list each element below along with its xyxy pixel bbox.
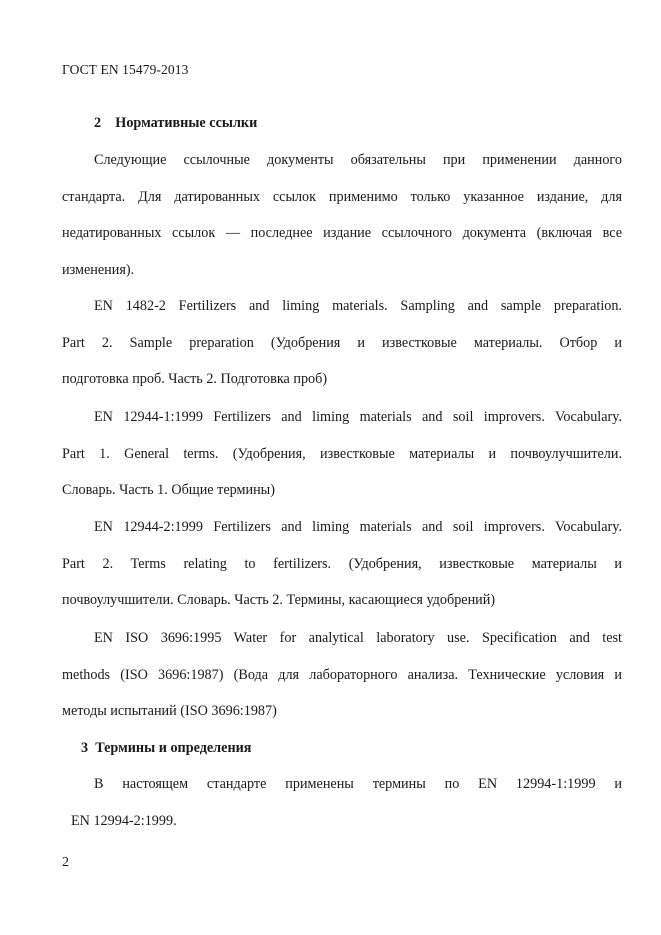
- section-3-line: EN 12994-2:1999.: [71, 812, 177, 829]
- section-2-number: 2: [94, 115, 102, 131]
- reference-line: EN ISO 3696:1995 Water for analytical laboratory use. Specification and test: [94, 630, 622, 646]
- reference-line: Part 2. Terms relating to fertilizers. (Удобрения, известковые материалы и: [62, 555, 622, 572]
- reference-line: EN 12944-2:1999 Fertilizers and liming materials and soil improvers. Vocabulary.: [94, 519, 622, 535]
- reference-line: EN 1482-2 Fertilizers and liming materials. Sampling and sample preparation.: [94, 298, 622, 314]
- reference-line: почвоулучшители. Словарь. Часть 2. Термины, касающиеся удобрений): [62, 592, 496, 609]
- page-number: 2: [62, 855, 69, 870]
- reference-line: Словарь. Часть 1. Общие термины): [62, 482, 275, 499]
- reference-line: Part 2. Sample preparation (Удобрения и известковые материалы. Отбор и: [62, 334, 622, 351]
- reference-line: методы испытаний (ISO 3696:1987): [62, 703, 277, 720]
- document-code: ГОСТ EN 15479-2013: [62, 62, 189, 77]
- reference-line: EN 12944-1:1999 Fertilizers and liming materials and soil improvers. Vocabulary.: [94, 409, 622, 425]
- section-3-title: Термины и определения: [95, 740, 252, 756]
- reference-en-iso-3696: [62, 629, 622, 739]
- intro-line: Следующие ссылочные документы обязательны при применении данного: [94, 152, 622, 168]
- section-2-title: Нормативные ссылки: [115, 115, 258, 131]
- reference-line: methods (ISO 3696:1987) (Вода для лабораторного анализа. Технические условия и: [62, 666, 622, 683]
- intro-line: стандарта. Для датированных ссылок применимо только указанное издание, для: [62, 188, 622, 205]
- reference-line: Part 1. General terms. (Удобрения, известковые материалы и почвоулучшители.: [62, 445, 622, 462]
- section-2-intro: [62, 151, 622, 298]
- section-2-heading: [94, 115, 257, 132]
- intro-line: изменения).: [62, 262, 135, 279]
- intro-line: недатированных ссылок — последнее издание ссылочного документа (включая все: [62, 225, 622, 242]
- section-3-body: [62, 775, 622, 848]
- reference-en-12944-1: [62, 408, 622, 518]
- section-3-number: 3: [81, 740, 89, 756]
- section-3-line: В настоящем стандарте применены термины по EN 12994-1:1999 и: [94, 776, 622, 792]
- reference-en-1482-2: [62, 297, 622, 407]
- reference-line: подготовка проб. Часть 2. Подготовка проб): [62, 371, 328, 388]
- reference-en-12944-2: [62, 518, 622, 628]
- section-3-heading: [81, 740, 251, 757]
